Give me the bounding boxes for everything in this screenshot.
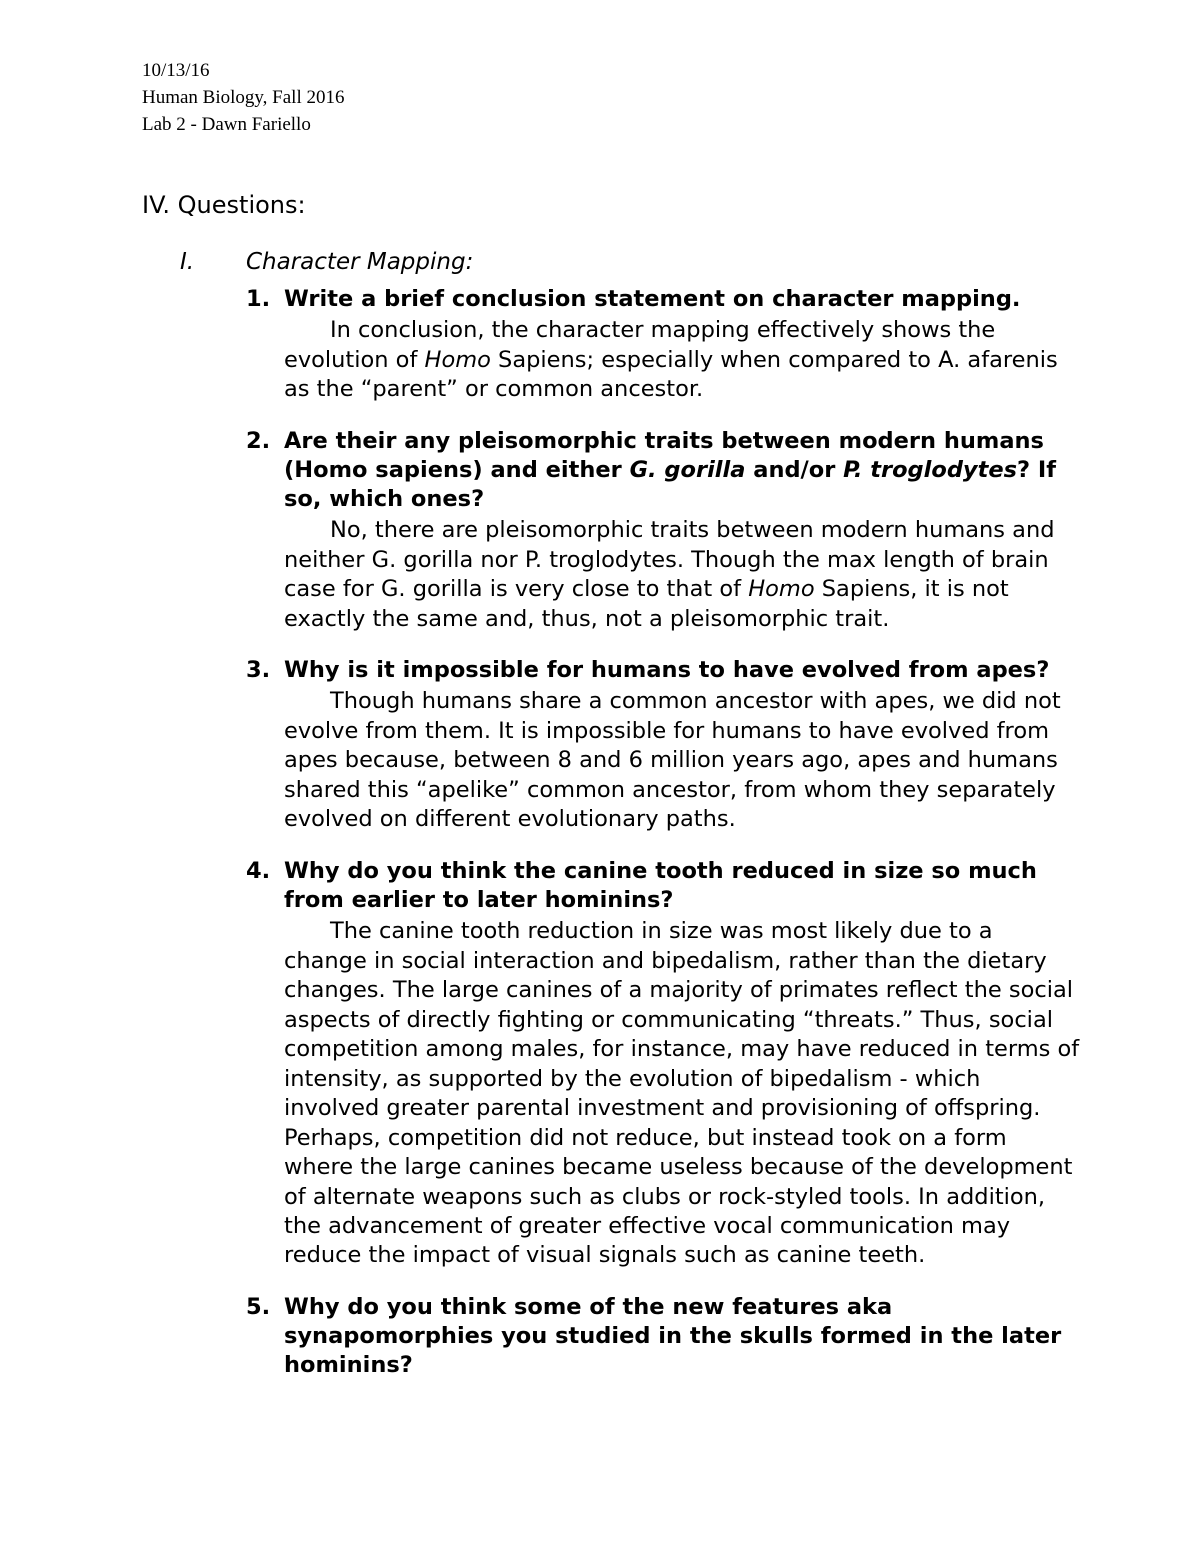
question-item	[246, 656, 1080, 835]
question-number: 1.	[246, 285, 271, 312]
question-item	[246, 1293, 1080, 1381]
roman-label: Character Mapping:	[246, 248, 474, 275]
header-course: Human Biology, Fall 2016	[142, 86, 345, 108]
text-run: Homo	[424, 346, 491, 373]
question-prompt	[284, 285, 1080, 314]
text-run: Why do you think some of the new features aka synapomorphies you studied in the skulls formed in the later hominins?	[284, 1293, 1062, 1379]
header-lab: Lab 2 - Dawn Fariello	[142, 113, 311, 135]
roman-marker: I.	[180, 248, 195, 275]
question-answer	[284, 687, 1080, 834]
question-number: 2.	[246, 427, 271, 454]
page-title: IV. Questions:	[142, 190, 306, 219]
text-run: ? If so, which ones?	[284, 456, 1057, 513]
question-list	[246, 285, 1080, 1381]
question-answer	[284, 316, 1080, 404]
text-run: G. gorilla	[629, 456, 746, 483]
question-item	[246, 857, 1080, 1271]
text-run: P. troglodytes	[843, 456, 1018, 483]
section-character-mapping	[180, 249, 1080, 275]
question-body	[284, 427, 1080, 635]
text-run: Sapiens; especially when compared to A. afarenis as the “parent” or common ancestor.	[284, 346, 1058, 403]
text-run: Why is it impossible for humans to have evolved from apes?	[284, 657, 1050, 684]
text-run: The canine tooth reduction in size was most likely due to a change in social interaction and bipedalism, rather than the dietary changes. The large canines of a majority of primates reflect the social aspects of directly fighting or communicating “threats.” Thus, social competition among males, for instance, may have reduced in terms of intensity, as supported by the evolution of bipedalism - which involved greater parental investment and provisioning of offspring. Perhaps, competition did not reduce, but instead took on a form where the large canines became useless because of the development of alternate weapons such as clubs or rock-styled tools. In addition, the advancement of greater effective vocal communication may reduce the impact of visual signals such as canine teeth.	[284, 918, 1080, 1269]
text-run: Though humans share a common ancestor with apes, we did not evolve from them. It is impossible for humans to have evolved from apes because, between 8 and 6 million years ago, apes and humans shared this “apelike” common ancestor, from whom they separately evolved on different evolutionary paths.	[284, 688, 1061, 833]
text-run: Write a brief conclusion statement on character mapping.	[284, 285, 1021, 312]
question-body	[284, 857, 1080, 1271]
text-run: Why do you think the canine tooth reduced in size so much from earlier to later hominins?	[284, 857, 1037, 914]
question-number: 3.	[246, 657, 271, 684]
text-run: and/or	[745, 456, 844, 483]
question-answer	[284, 917, 1080, 1271]
question-body	[284, 285, 1080, 405]
question-number: 5.	[246, 1293, 271, 1320]
text-run: In conclusion, the character mapping effectively shows the evolution of	[284, 317, 996, 373]
question-item	[246, 285, 1080, 405]
question-body	[284, 1293, 1080, 1381]
text-run: Are their any pleisomorphic traits between modern humans (Homo sapiens) and either	[284, 427, 1044, 483]
document-header	[142, 58, 1080, 139]
text-run: Homo	[748, 576, 815, 603]
question-prompt	[284, 656, 1080, 685]
question-answer	[284, 516, 1080, 634]
text-run: No, there are pleisomorphic traits between modern humans and neither G. gorilla nor P. troglodytes. Though the max length of brain case for G. gorilla is very close to that of	[284, 517, 1055, 603]
question-prompt	[284, 857, 1080, 916]
question-prompt	[284, 427, 1080, 515]
question-item	[246, 427, 1080, 635]
question-body	[284, 656, 1080, 835]
question-prompt	[284, 1293, 1080, 1381]
question-number: 4.	[246, 857, 271, 884]
header-date: 10/13/16	[142, 60, 210, 81]
text-run: Sapiens, it is not exactly the same and, thus, not a pleisomorphic trait.	[284, 576, 1009, 632]
